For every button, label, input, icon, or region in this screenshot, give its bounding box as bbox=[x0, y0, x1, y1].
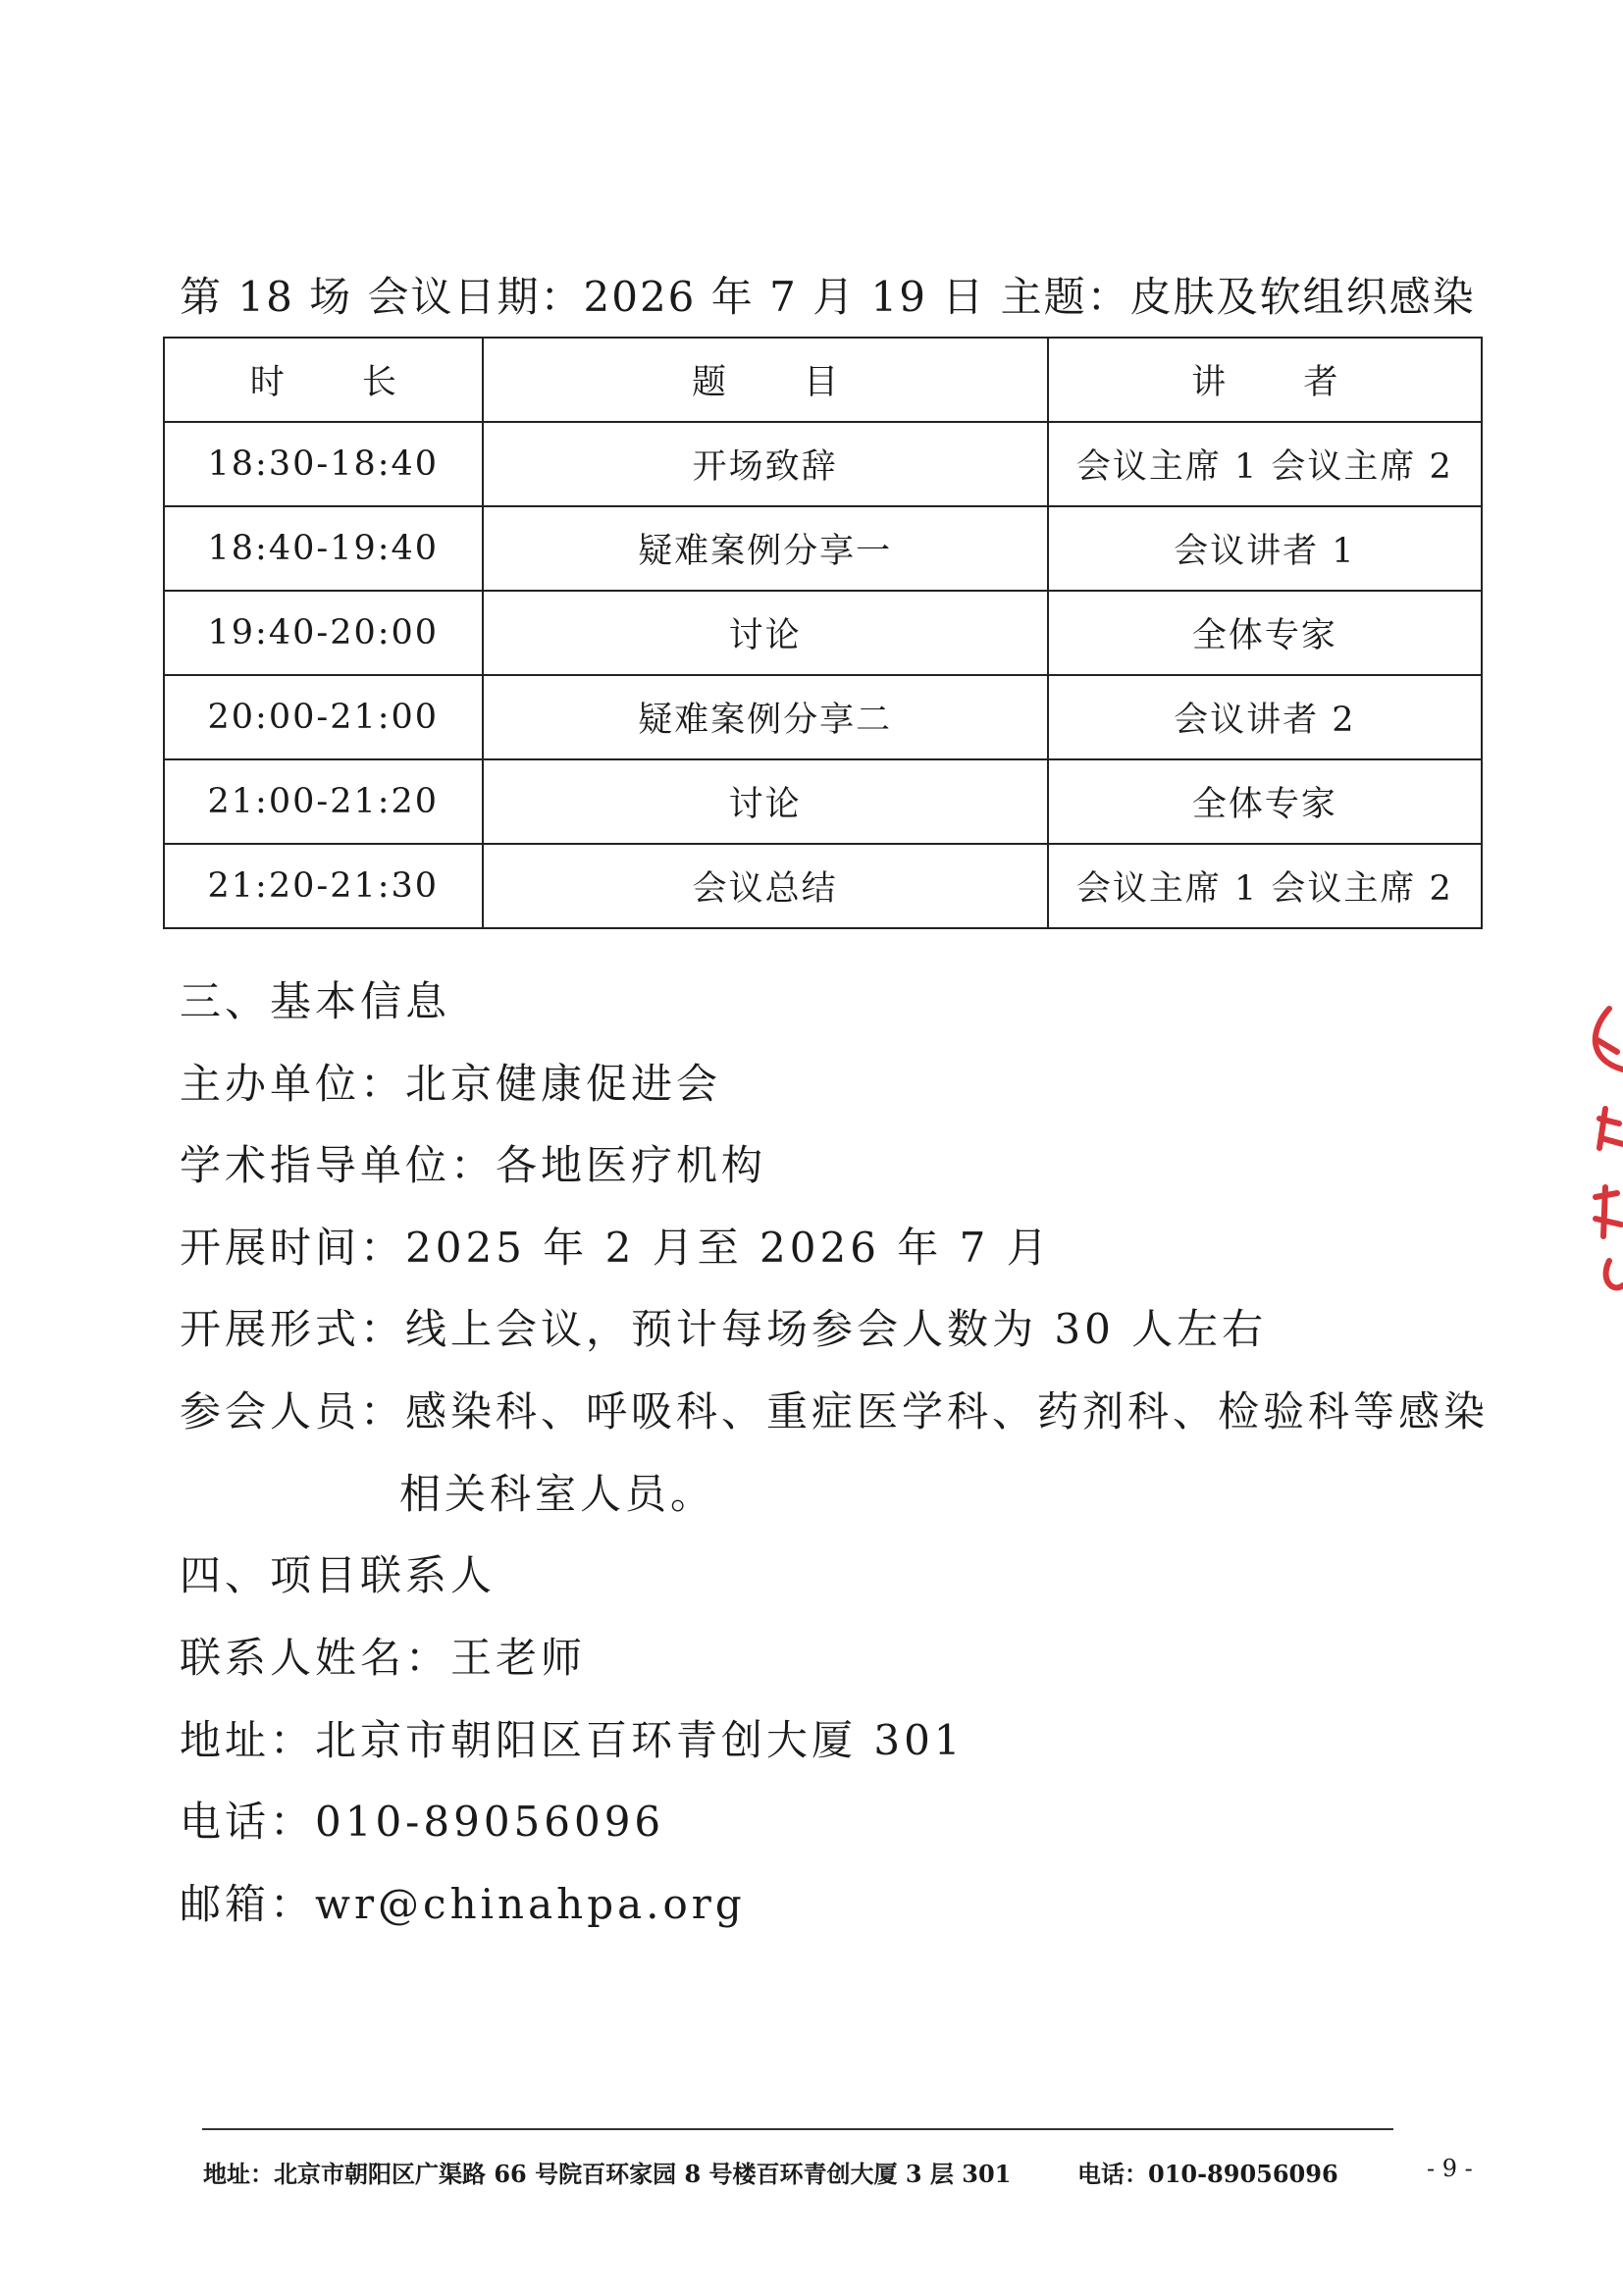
cell-speaker: 会议讲者 1 bbox=[1048, 506, 1482, 591]
cell-speaker: 全体专家 bbox=[1048, 591, 1482, 675]
table-row bbox=[164, 591, 1482, 675]
format-value: 线上会议，预计每场参会人数为 30 人左右 bbox=[405, 1305, 1268, 1353]
participants-label: 参会人员： bbox=[180, 1387, 406, 1435]
table-row bbox=[164, 844, 1482, 928]
cell-speaker: 会议讲者 2 bbox=[1048, 675, 1482, 759]
contact-name-label: 联系人姓名： bbox=[180, 1634, 451, 1682]
section-heading-contact: 四、项目联系人 bbox=[180, 1551, 497, 1599]
contact-phone-label: 电话： bbox=[180, 1798, 316, 1846]
contact-address-label: 地址： bbox=[180, 1716, 316, 1764]
footer-address: 地址：北京市朝阳区广渠路 66 号院百环家园 8 号楼百环青创大厦 3 层 301 bbox=[203, 2160, 1012, 2188]
seal-stamp-fragment bbox=[1570, 1001, 1623, 1295]
header-topic: 题 目 bbox=[483, 338, 1048, 422]
cell-time: 20:00-21:00 bbox=[164, 675, 483, 759]
contact-name-line bbox=[180, 1626, 586, 1685]
guidance-value: 各地医疗机构 bbox=[496, 1141, 767, 1189]
format-label: 开展形式： bbox=[180, 1305, 406, 1353]
contact-name-value: 王老师 bbox=[450, 1634, 587, 1682]
format-line bbox=[180, 1297, 1267, 1356]
contact-phone-value: 010-89056096 bbox=[315, 1798, 665, 1846]
period-label: 开展时间： bbox=[180, 1224, 406, 1272]
table-row bbox=[164, 759, 1482, 844]
contact-phone-line bbox=[180, 1790, 664, 1849]
cell-topic: 讨论 bbox=[483, 591, 1048, 675]
footer-phone: 电话：010-89056096 bbox=[1077, 2160, 1338, 2188]
cell-topic: 开场致辞 bbox=[483, 422, 1048, 506]
cell-time: 21:20-21:30 bbox=[164, 844, 483, 928]
cell-speaker: 会议主席 1 会议主席 2 bbox=[1048, 844, 1482, 928]
organizer-label: 主办单位： bbox=[180, 1060, 406, 1108]
period-value: 2025 年 2 月至 2026 年 7 月 bbox=[405, 1224, 1052, 1272]
cell-time: 18:30-18:40 bbox=[164, 422, 483, 506]
header-time: 时 长 bbox=[164, 338, 483, 422]
organizer-line bbox=[180, 1052, 721, 1111]
period-line bbox=[180, 1216, 1052, 1275]
cell-time: 18:40-19:40 bbox=[164, 506, 483, 591]
cell-topic: 讨论 bbox=[483, 759, 1048, 844]
cell-topic: 疑难案例分享二 bbox=[483, 675, 1048, 759]
schedule-table bbox=[163, 337, 1483, 929]
header-speaker: 讲 者 bbox=[1048, 338, 1482, 422]
cell-topic: 会议总结 bbox=[483, 844, 1048, 928]
contact-email-value: wr@chinahpa.org bbox=[315, 1880, 746, 1928]
section-heading-basic-info: 三、基本信息 bbox=[180, 977, 451, 1025]
table-row bbox=[164, 422, 1482, 506]
participants-continuation: 相关科室人员。 bbox=[399, 1470, 716, 1518]
guidance-label: 学术指导单位： bbox=[180, 1141, 497, 1189]
contact-email-label: 邮箱： bbox=[180, 1880, 316, 1928]
footer-divider bbox=[202, 2128, 1393, 2130]
table-row bbox=[164, 675, 1482, 759]
contact-address-line bbox=[180, 1708, 965, 1767]
participants-value: 感染科、呼吸科、重症医学科、药剂科、检验科等感染 bbox=[405, 1387, 1490, 1435]
guidance-line bbox=[180, 1133, 766, 1192]
contact-address-value: 北京市朝阳区百环青创大厦 301 bbox=[315, 1716, 965, 1764]
cell-topic: 疑难案例分享一 bbox=[483, 506, 1048, 591]
cell-speaker: 全体专家 bbox=[1048, 759, 1482, 844]
cell-time: 19:40-20:00 bbox=[164, 591, 483, 675]
participants-line bbox=[180, 1380, 1489, 1438]
cell-speaker: 会议主席 1 会议主席 2 bbox=[1048, 422, 1482, 506]
session-heading: 第 18 场 会议日期：2026 年 7 月 19 日 主题：皮肤及软组织感染 bbox=[180, 273, 1476, 321]
cell-time: 21:00-21:20 bbox=[164, 759, 483, 844]
contact-email-line bbox=[180, 1872, 746, 1931]
table-row bbox=[164, 506, 1482, 591]
table-header-row bbox=[164, 338, 1482, 422]
organizer-value: 北京健康促进会 bbox=[405, 1060, 722, 1108]
page-number: - 9 - bbox=[1427, 2155, 1473, 2182]
